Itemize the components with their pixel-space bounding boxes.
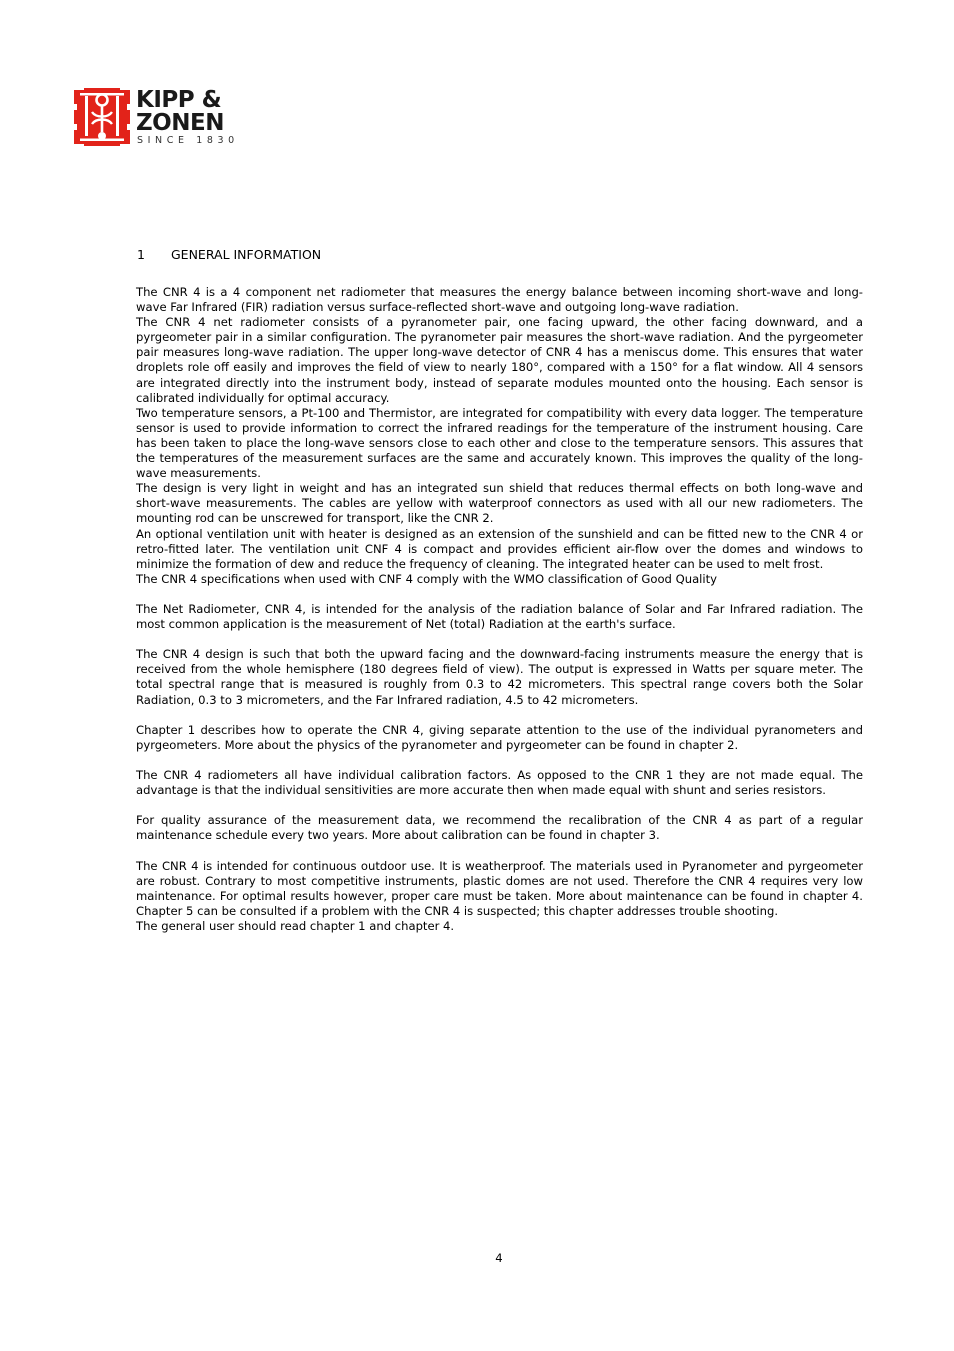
paragraph-calibration-factors [136,768,863,798]
page-number: 4 [495,1251,503,1265]
kipp-zonen-logo [74,88,264,148]
logo-emblem-icon [74,88,130,146]
section-title: GENERAL INFORMATION [171,247,322,262]
paragraph-line: The CNR 4 is intended for continuous outdoor use. It is weatherproof. The materials used in Pyranometer and pyrgeometer are robust. Contrary to most competitive instruments, plastic domes are not used. Therefore the CNR 4 requires very low maintenance. For optimal results however, proper care must be taken. More about maintenance can be found in chapter 4. Chapter 5 can be consulted if a problem with the CNR 4 is suspected; this chapter addresses trouble shooting. [136,858,863,918]
paragraph-line: The Net Radiometer, CNR 4, is intended for the analysis of the radiation balance of Solar and Far Infrared radiation. The most common application is the measurement of Net (total) Radiation at the earth's surface. [136,601,863,632]
section-number: 1 [137,247,145,262]
paragraph-quality-assurance [136,813,863,843]
paragraph-chapters [136,723,863,753]
paragraph-line: The design is very light in weight and has an integrated sun shield that reduces thermal effects on both long-wave and short-wave measurements. The cables are yellow with waterproof connectors as used with all our new radiometers. The mounting rod can be unscrewed for transport, like the CNR 2. [136,481,863,526]
paragraph-line: The general user should read chapter 1 and chapter 4. [136,918,455,933]
paragraph-line: Two temperature sensors, a Pt-100 and Thermistor, are integrated for compatibility with every data logger. The temperature sensor is used to provide information to correct the infrared readings for the temperature of the instrument housing. Care has been taken to place the long-wave sensors close to each other and close to the temperature sensors. This assures that the temperatures of the measurement surfaces are the same and accurately known. This improves the quality of the long-wave measurements. [136,405,863,481]
paragraph-line: Chapter 1 describes how to operate the CNR 4, giving separate attention to the use of the individual pyranometers and pyrgeometers. More about the physics of the pyranometer and pyrgeometer can be found in chapter 2. [136,722,863,752]
paragraph-line: The CNR 4 is a 4 component net radiometer that measures the energy balance between incoming short-wave and long-wave Far Infrared (FIR) radiation versus surface-reflected short-wave and outgoing long-wave radiation. [136,285,863,315]
paragraph-design [136,647,863,707]
paragraph-intro [136,285,863,587]
paragraph-line: For quality assurance of the measurement data, we recommend the recalibration of the CNR 4 as part of a regular maintenance schedule every two years. More about calibration can be found in chapter 3. [136,813,863,843]
paragraph-line: An optional ventilation unit with heater is designed as an extension of the sunshield and can be fitted new to the CNR 4 or retro-fitted later. The ventilation unit CNF 4 is compact and provides efficient air-flow over the domes and windows to minimize the formation of dew and reduce the frequency of cleaning. The integrated heater can be used to melt frost. [136,526,863,571]
paragraph-line: The CNR 4 specifications when used with CNF 4 comply with the WMO classification of Good Quality [136,571,718,586]
paragraph-line: The CNR 4 radiometers all have individual calibration factors. As opposed to the CNR 1 they are not made equal. The advantage is that the individual sensitivities are more accurate then when made equal with shunt and series resistors. [136,768,863,798]
document-body [136,285,863,949]
section-heading [137,247,321,263]
logo-text-zonen: ZONEN [136,110,224,136]
logo-tagline: SINCE 1830 [137,135,239,146]
logo-text-kipp: KIPP & [136,87,222,113]
paragraph-line: The CNR 4 net radiometer consists of a pyranometer pair, one facing upward, the other facing downward, and a pyrgeometer pair in a similar configuration. The pyranometer pair measures the short-wave radiation. And the pyrgeometer pair measures long-wave radiation. The upper long-wave detector of CNR 4 has a meniscus dome. This ensures that water droplets role off easily and improves the field of view to nearly 180°, compared with a 150° for a flat window. All 4 sensors are integrated directly into the instrument body, instead of separate modules mounted onto the housing. Each sensor is calibrated individually for optimal accuracy. [136,315,863,405]
paragraph-line: The CNR 4 design is such that both the upward facing and the downward-facing instruments measure the energy that is received from the whole hemisphere (180 degrees field of view). The output is expressed in Watts per square meter. The total spectral range that is measured is roughly from 0.3 to 42 micrometers. This spectral range covers both the Solar Radiation, 0.3 to 3 micrometers, and the Far Infrared radiation, 4.5 to 42 micrometers. [136,647,863,707]
paragraph-purpose [136,602,863,632]
paragraph-maintenance [136,859,863,934]
